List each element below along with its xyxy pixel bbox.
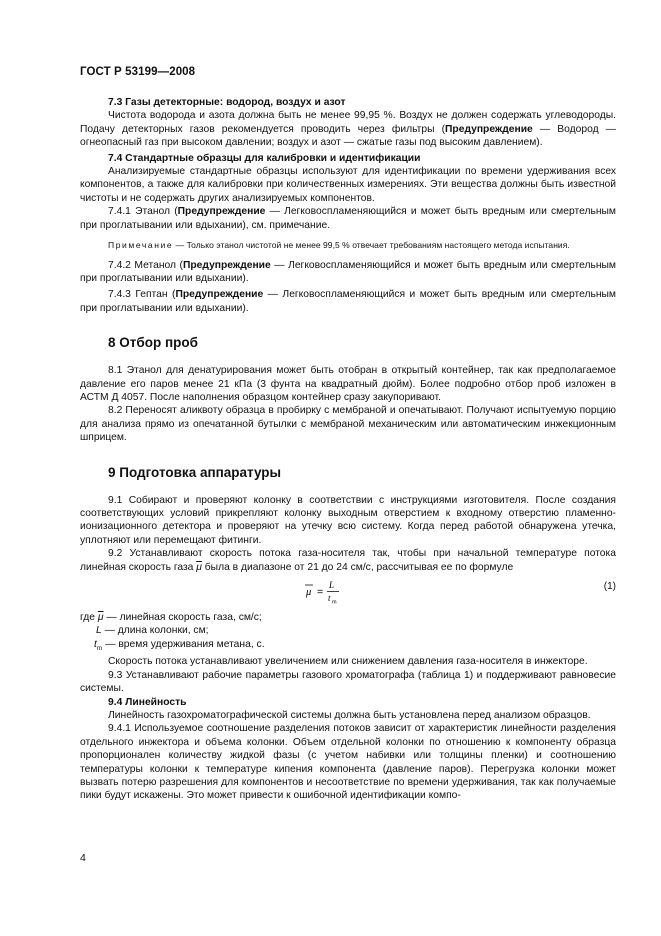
formula-number: (1) [603,581,616,593]
section-heading-8: 8 Отбор проб [108,335,198,351]
formula-legend [80,611,616,655]
subsection-heading-7-3: 7.3 Газы детекторные: водород, воздух и азот [108,97,346,108]
page-number: 4 [80,852,86,864]
section-heading-9: 9 Подготовка аппаратуры [108,464,282,480]
legend-t: $t_m$ — время удерживания метана, с. [94,638,265,652]
paragraph-9-1: 9.1 Собирают и проверяют колонку в соответствии с инструкциями изготовителя. После создания соответствующих условий прикрепляют колонку выходным отверстием к входному отверстию пламенно-ионизационного детектора и проверяют на утечку всю систему. Когда перед работой обнаружена утечка, уплотняют или перемещают фитинги. [80,494,616,546]
paragraph-7-4-3: 7.4.3 Гептан (Предупреждение — Легковоспламеняющийся и может быть вредным или смертельным при проглатывании или вдыхании). [80,289,616,314]
paragraph-7-4: Анализируемые стандартные образцы используют для идентификации по времени удерживания всех компонентов, а также для калибровки при количественных измерениях. Эти вещества должны быть известной чистоты и не содержать других анализируемых компонентов. [80,166,616,204]
legend-mu: где $\overline{\mu}$ — линейная скорость газа, см/с; [80,612,262,624]
paragraph-9-2-continued: Скорость потока устанавливают увеличением или снижением давления газа-носителя в инжекторе. [108,656,588,668]
formula-1 [80,577,616,605]
paragraph-7-4-2: 7.4.2 Метанол (Предупреждение — Легковоспламеняющийся и может быть вредным или смертельным при проглатывании или вдыхании). [80,259,616,284]
formula-expression [304,577,374,605]
paragraph-9-4: Линейность газохроматографической системы должна быть установлена перед анализом образцов. [108,709,591,721]
note-7-4-1: Примечание — Только этанол чистотой не менее 99,5 % отвечает требованиям настоящего метода испытания. [108,240,570,251]
formula-equals: = [317,586,324,599]
paragraph-7-4-1: 7.4.1 Этанол (Предупреждение — Легковоспламеняющийся и может быть вредным или смертельным при проглатывании или вдыхании), см. примечание. [80,206,616,231]
paragraph-9-3: 9.3 Устанавливают рабочие параметры газового хроматографа (таблица 1) и поддерживают равновесие системы. [80,669,616,695]
document-body [80,94,616,803]
subsection-heading-7-4: 7.4 Стандартные образцы для калибровки и идентификации [108,152,421,164]
paragraph-7-3: Чистота водорода и азота должна быть не менее 99,95 %. Воздух не должен содержать углеводороды. Подачу детекторных газов рекомендуется проводить через фильтры (Предупреждение — Водород — огнеопасный газ при высоком давлении; воздух и азот — сжатые газы под высоким давлением). [80,110,616,149]
document-header: ГОСТ Р 53199—2008 [80,66,196,78]
formula-denominator-sub: m [332,599,337,606]
formula-lhs: μ [306,587,312,599]
paragraph-9-2: 9.2 Устанавливают скорость потока газа-носителя так, чтобы при начальной температуре потока линейная скорость газа $\overline{\mu}$ была в диапазоне от 21 до 24 см/с, рассчитывая ее по формуле [80,548,616,573]
formula-denominator: t [328,593,331,604]
paragraph-8-2: 8.2 Переносят аликвоту образца в пробирку с мембраной и опечатывают. Получают испытуемую порцию для анализа прямо из опечатанной бутылки с мембраной механическим или автоматическим инжекционным шприцем. [80,405,616,444]
paragraph-8-1: 8.1 Этанол для денатурирования может быть отобран в открытый контейнер, так как предполагаемое давление его паров менее 21 кПа (3 фунта на квадратный дюйм). Более подробно отбор проб изложен в АСТМ Д 4057. После наполнения образцом контейнер сразу закупоривают. [80,365,616,403]
paragraph-9-4-1: 9.4.1 Используемое соотношение разделения потоков зависит от характеристик линейности разделения отдельного инжектора и объема колонки. Объем отдельной колонки по отношению к компоненту образца пропорционален количеству жидкой фазы (с учетом набивки или толщины пленки) и соотношению температуры колонки к температуре кипения компонента (давление паров). Перегрузка колонки может вызвать потерю разрешения для компонентов и несоответствие по времени удерживания, так как получаемые пики будут искажены. Это может привести к ошибочной идентификации компо- [80,723,616,802]
formula-numerator: L [329,580,335,591]
legend-L: L — длина колонки, см; [96,625,209,637]
subsection-heading-9-4: 9.4 Линейность [108,696,187,708]
